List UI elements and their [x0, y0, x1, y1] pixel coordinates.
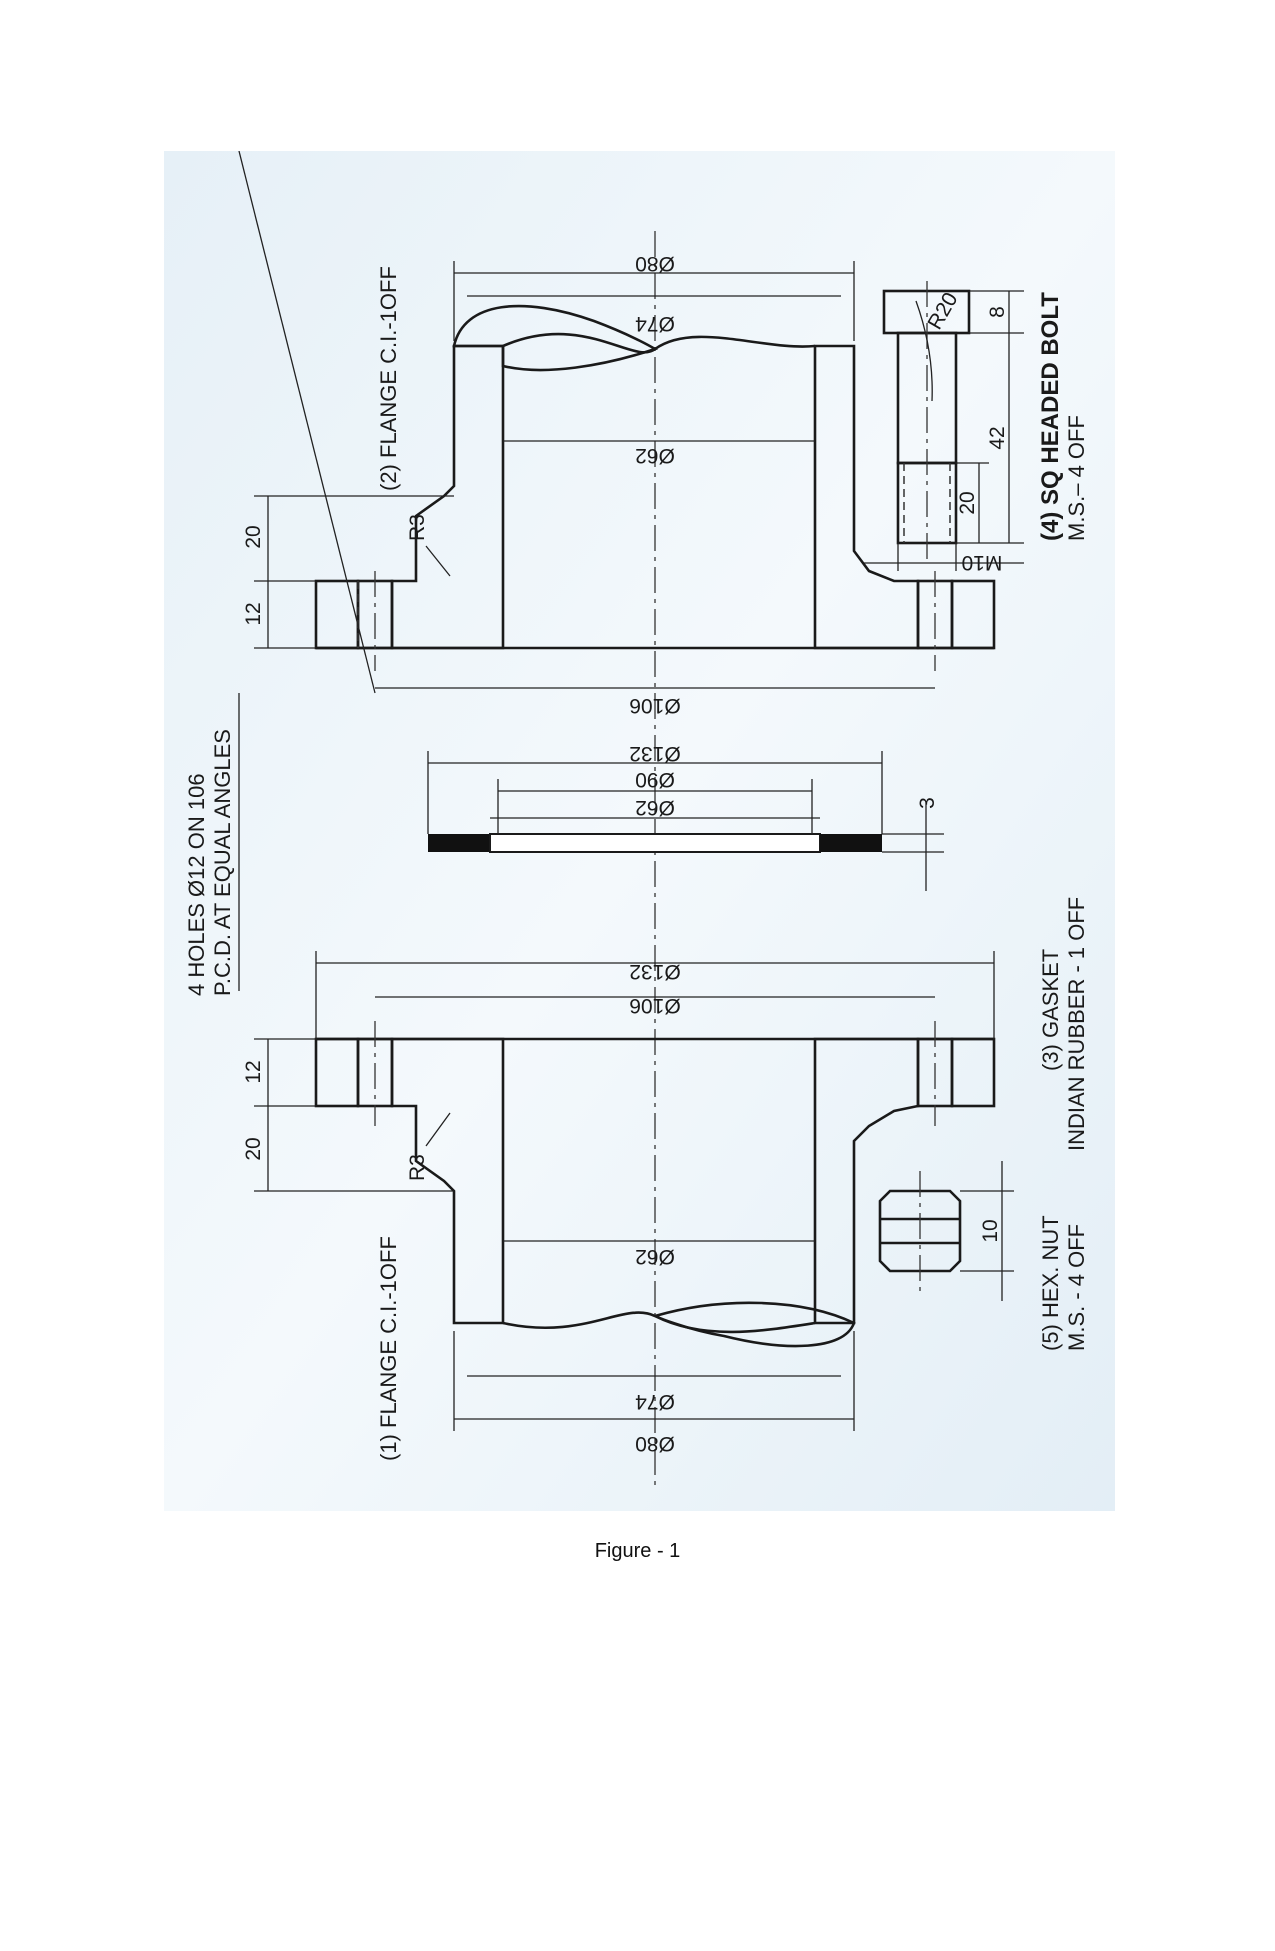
- dim-nut-height: 10: [979, 1219, 1002, 1243]
- label-nut-line1: (5) HEX. NUT: [1038, 1215, 1063, 1351]
- dim-gasket-d132: Ø132: [629, 742, 681, 765]
- dim-top-flange12: 12: [242, 602, 265, 626]
- dim-top-d80: Ø80: [635, 252, 675, 275]
- dim-bottom-d80: Ø80: [635, 1432, 675, 1455]
- dim-top-hub20: 20: [242, 525, 265, 549]
- dim-bolt-radius: R20: [923, 288, 963, 334]
- gasket-section-right: [820, 834, 882, 852]
- dim-bottom-fillet: R3: [406, 1154, 429, 1181]
- dim-bottom-d62: Ø62: [635, 1245, 675, 1268]
- label-flange-top: (2) FLANGE C.I.-1OFF: [376, 266, 401, 491]
- gasket-section-left: [428, 834, 490, 852]
- label-gasket-line2: INDIAN RUBBER - 1 OFF: [1064, 896, 1089, 1151]
- label-bolt-line2: M.S.– 4 OFF: [1064, 415, 1089, 541]
- dim-gasket-thick: 3: [916, 797, 939, 809]
- gasket-bore: [490, 834, 820, 852]
- dim-bolt-length: 42: [986, 426, 1009, 450]
- label-nut-line2: M.S. - 4 OFF: [1064, 1223, 1089, 1351]
- dim-top-d74: Ø74: [635, 312, 675, 335]
- dim-bolt-head: 8: [986, 306, 1009, 318]
- dim-top-fillet: R3: [406, 514, 429, 541]
- dim-bottom-hub20: 20: [242, 1137, 265, 1161]
- dim-bolt-thread: M10: [961, 551, 1003, 574]
- figure-caption: Figure - 1: [594, 1540, 681, 1562]
- dim-bottom-flange12: 12: [242, 1060, 265, 1084]
- drawing-panel: [164, 151, 1115, 1511]
- dim-bottom-d132: Ø132: [629, 960, 681, 983]
- dim-bottom-d106: Ø106: [629, 994, 681, 1017]
- dim-gasket-d62: Ø62: [635, 796, 675, 819]
- dim-bottom-d74: Ø74: [635, 1390, 675, 1413]
- technical-drawing: [164, 151, 1115, 1511]
- label-bolt-line1: (4) SQ HEADED BOLT: [1037, 292, 1064, 541]
- dim-top-d62: Ø62: [635, 444, 675, 467]
- label-gasket-line1: (3) GASKET: [1038, 948, 1063, 1071]
- dim-bolt-thread-length: 20: [956, 491, 979, 515]
- dim-gasket-d90: Ø90: [635, 768, 675, 791]
- dim-top-d106: Ø106: [629, 694, 681, 717]
- label-holes-line2: P.C.D. AT EQUAL ANGLES: [210, 729, 235, 996]
- label-flange-bottom: (1) FLANGE C.I.-1OFF: [376, 1236, 401, 1461]
- label-holes-line1: 4 HOLES Ø12 ON 106: [184, 773, 209, 996]
